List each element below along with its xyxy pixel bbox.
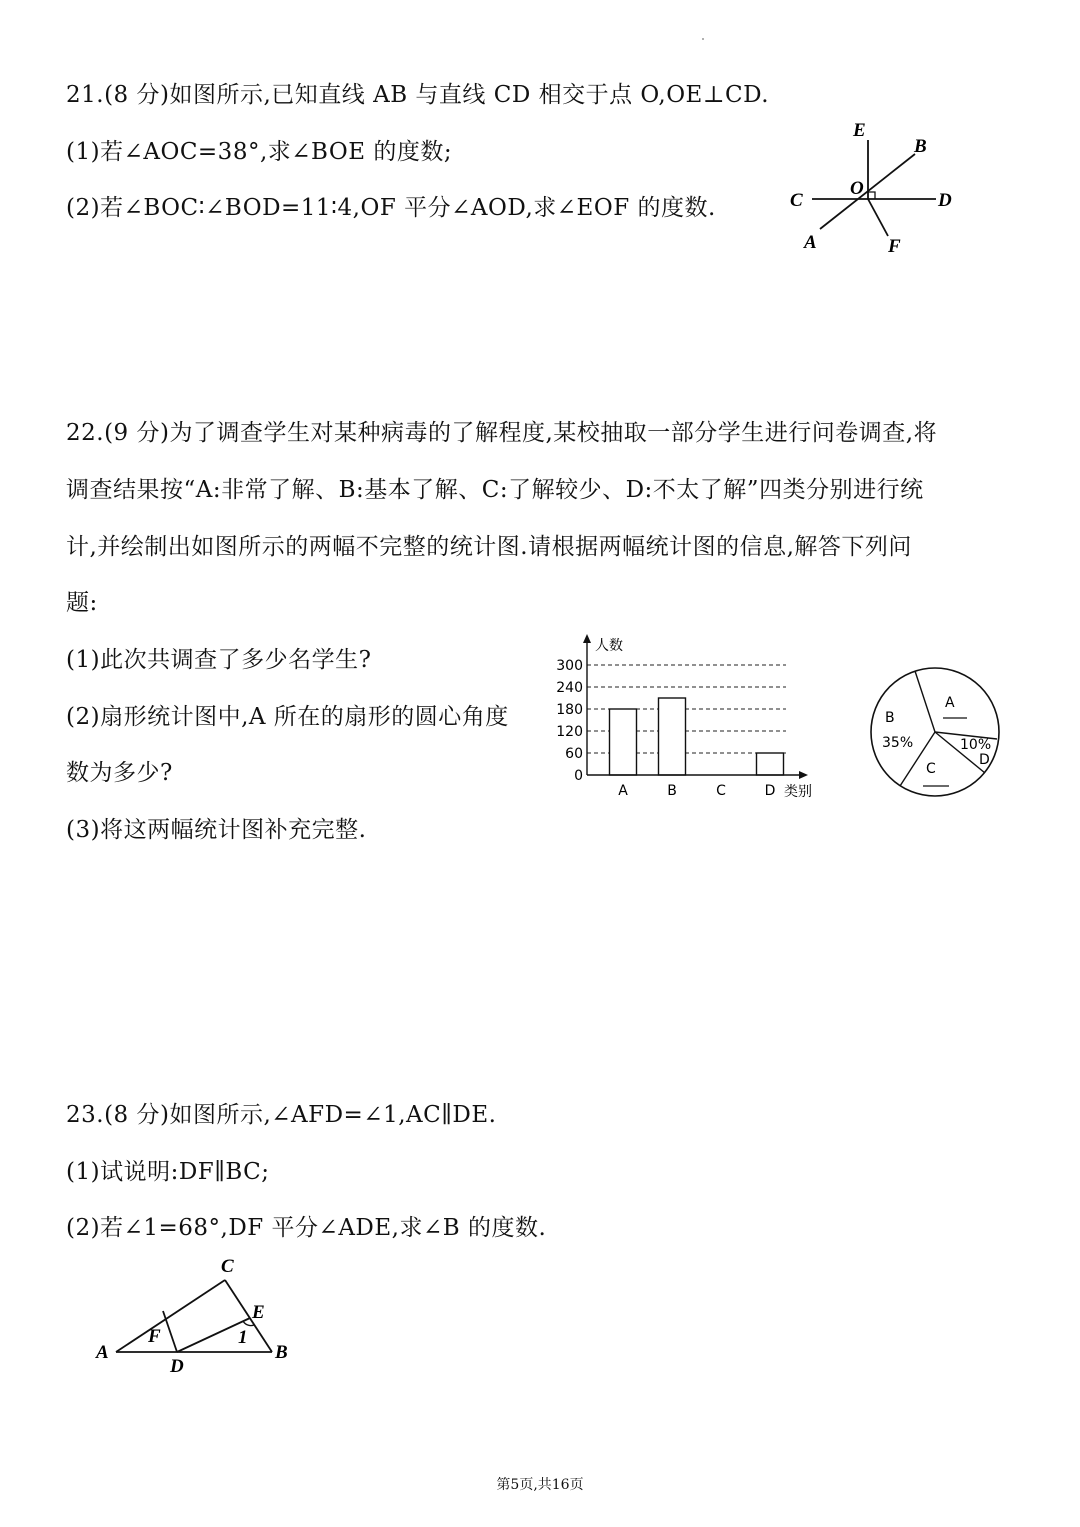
q21-part2: (2)若∠BOC∶∠BOD=11∶4,OF 平分∠AOD,求∠EOF 的度数. bbox=[66, 195, 716, 221]
pie-chart bbox=[865, 660, 1005, 805]
pie-label-c: C bbox=[926, 761, 936, 777]
y-tick-label: 180 bbox=[556, 702, 583, 718]
q23-part1: (1)试说明:DF∥BC; bbox=[66, 1159, 270, 1185]
label-c: C bbox=[790, 190, 803, 211]
x-axis-label: 类别 bbox=[784, 784, 812, 800]
y-tick-label: 240 bbox=[556, 680, 583, 696]
q22-stem-line-3: 计,并绘制出如图所示的两幅不完整的统计图.请根据两幅统计图的信息,解答下列问 bbox=[66, 534, 912, 560]
pie-label-a: A bbox=[945, 695, 955, 711]
bar-d bbox=[757, 753, 784, 775]
y-axis-arrow bbox=[583, 634, 591, 643]
side-cb bbox=[225, 1280, 272, 1352]
y-tick-label: 300 bbox=[556, 658, 583, 674]
ray-of bbox=[868, 199, 888, 236]
y-tick-label: 120 bbox=[556, 724, 583, 740]
q21-part1: (1)若∠AOC=38°,求∠BOE 的度数; bbox=[66, 139, 453, 165]
right-angle-mark bbox=[868, 192, 875, 199]
label-o: O bbox=[850, 178, 864, 199]
label-d: D bbox=[938, 190, 952, 211]
q22-stem-line-2: 调查结果按“A:非常了解、B:基本了解、C:了解较少、D:不太了解”四类分别进行统 bbox=[66, 477, 924, 503]
q22-stem-line-1: 22.(9 分)为了调查学生对某种病毒的了解程度,某校抽取一部分学生进行问卷调查,将 bbox=[66, 420, 938, 446]
pie-label-d-pct: 10% bbox=[960, 737, 992, 753]
q22-part1: (1)此次共调查了多少名学生? bbox=[66, 647, 372, 673]
y-tick-label: 60 bbox=[565, 746, 583, 762]
label-a: A bbox=[96, 1342, 109, 1363]
x-tick-label-c: C bbox=[716, 783, 726, 799]
label-a: A bbox=[804, 232, 817, 253]
label-1: 1 bbox=[238, 1327, 248, 1348]
label-b: B bbox=[275, 1342, 288, 1363]
label-f: F bbox=[148, 1326, 161, 1347]
bar-a bbox=[610, 709, 637, 775]
q23-part2: (2)若∠1=68°,DF 平分∠ADE,求∠B 的度数. bbox=[66, 1215, 547, 1241]
label-d: D bbox=[170, 1356, 184, 1377]
label-b: B bbox=[914, 136, 927, 157]
q22-part2-line-1: (2)扇形统计图中,A 所在的扇形的圆心角度 bbox=[66, 704, 509, 730]
x-axis-arrow bbox=[799, 771, 808, 779]
bar-b bbox=[659, 698, 686, 775]
q22-stem-line-4: 题: bbox=[66, 590, 98, 616]
q21-figure bbox=[780, 112, 980, 262]
q21-stem: 21.(8 分)如图所示,已知直线 AB 与直线 CD 相交于点 O,OE⊥CD. bbox=[66, 82, 770, 108]
pie-divider-1 bbox=[915, 671, 935, 732]
pie-label-b: B bbox=[885, 710, 895, 726]
label-e: E bbox=[853, 120, 866, 141]
q22-part2-line-2: 数为多少? bbox=[66, 760, 173, 786]
label-c: C bbox=[221, 1256, 234, 1277]
x-tick-label-d: D bbox=[764, 783, 776, 799]
label-e: E bbox=[252, 1302, 265, 1323]
stray-dot bbox=[702, 38, 704, 40]
bar-chart bbox=[550, 630, 840, 805]
x-tick-label-b: B bbox=[667, 783, 677, 799]
x-tick-label-a: A bbox=[618, 783, 628, 799]
page-footer: 第5页,共16页 bbox=[496, 1477, 584, 1493]
pie-label-b-pct: 35% bbox=[882, 735, 914, 751]
q23-figure bbox=[92, 1252, 312, 1387]
label-f: F bbox=[888, 236, 901, 257]
y-axis-label: 人数 bbox=[595, 638, 623, 654]
q23-stem: 23.(8 分)如图所示,∠AFD=∠1,AC∥DE. bbox=[66, 1102, 497, 1128]
q22-part3: (3)将这两幅统计图补充完整. bbox=[66, 817, 367, 843]
y-tick-label: 0 bbox=[574, 768, 583, 784]
pie-label-d: D bbox=[979, 752, 990, 768]
side-ac bbox=[116, 1280, 225, 1352]
